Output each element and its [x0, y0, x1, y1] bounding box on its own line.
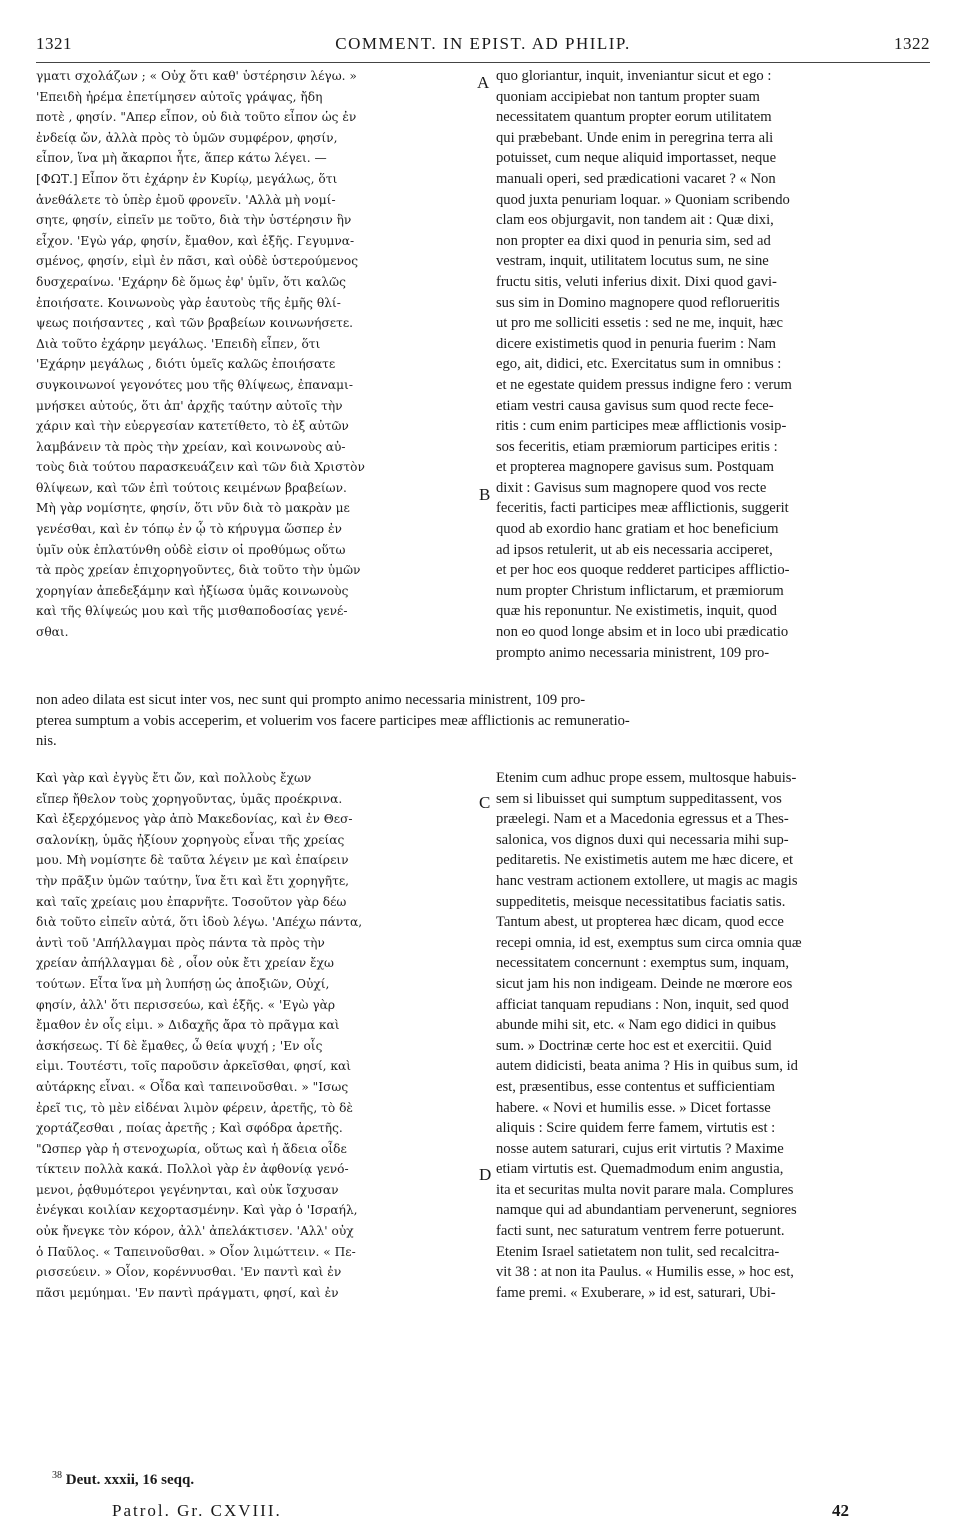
footnote-number: 38 [52, 1470, 62, 1481]
column-marker-c: C [479, 793, 491, 812]
footnote [52, 1470, 194, 1489]
footer-volume: Patrol. Gr. CXVIII. [112, 1501, 282, 1520]
running-header [36, 34, 930, 58]
running-title: COMMENT. IN EPIST. AD PHILIP. [335, 34, 631, 53]
column-marker-d: D [479, 1165, 492, 1184]
latin-column-1: quo gloriantur, inquit, inveniantur sicut et ego : quoniam accipiebat non tantum propter suam necessitatem quantum propter eorum utilitatem qui præbebant. Unde enim in peregrina terra ali potuisset, cum neque aliquid importasset, neque manuali operi, sed prædicationi vacaret ? « Non quod juxta penuriam loquar. » Quoniam scribendo clam eos objurgavit, non tandem ait : Quæ dixi, non propter ea dixi quod in penuria sim, sed ad vestram, inquit, utilitatem locutus sum, ne sine fructu sitis, veluti inferius dixit. Dixi quod gavi- sus sim in Domino magnopere quod reflorueritis ut pro me solliciti essetis : sed ne me, inquit, hæc dicere existimetis quod in penuria fuerim : Nam ego, ait, didici, etc. Exercitatus sum in omnibus : et ne egestate quidem pressus indigne fero : verum etiam vestri causa gavisus sum quod recte fece- ritis : cum enim participes meæ afflictionis vosip- sos feceritis, etiam præmiorum participes eritis : et propterea magnopere gavisus sum. Postquam dixit : Gavisus sum magnopere quod vos recte feceritis, facti participes meæ afflictionis, suggerit quod ab exordio hanc gratiam et hoc beneficium ad ipsos retulerit, ut ab eis necessaria acciperet, et per hoc eos quoque redderet participes afflictio- num propter Christum inflictarum, et præmiorum quæ his reponuntur. Ne existimetis, inquit, quod non eo quod longe absim et in loco ubi prædicatio prompto animo necessaria ministrent, 109 pro- [496, 68, 792, 661]
footer-signature: 42 [832, 1501, 849, 1520]
full-width-latin: non adeo dilata est sicut inter vos, nec sunt qui prompto animo necessaria ministrent, 109 pro- pterea sumptum a vobis acceperim, et voluerim vos facere participes meæ afflictionis ac remuneratio- nis. [36, 692, 630, 750]
greek-column-1: γματι σχολάζων ; « Οὐχ ὅτι καθ' ὑστέρησιν λέγω. » 'Επειδὴ ἠρέμα ἐπετίμησεν αὐτοῖς γράψας, ἤδη ποτὲ , φησίν. "Απερ εἶπον, οὐ διὰ τοῦτο εἶπον ὡς ἐν ἐνδείᾳ ὤν, ἀλλὰ πρὸς τὸ ὑμῶν συμφέρον, φησίν, εἶπον, ἵνα μὴ ἄκαρποι ἦτε, ἅπερ κάτω λέγει. — [ΦΩΤ.] Εἶπον ὅτι ἐχάρην ἐν Κυρίῳ, μεγάλως, ὅτι ἀνεθάλετε τὸ ὑπὲρ ἐμοῦ φρονεῖν. 'Αλλὰ μὴ νομί- σητε, φησίν, εἰπεῖν με τοῦτο, διὰ τὴν ὑστέρησιν ἣν εἶχον. 'Εγὼ γάρ, φησίν, ἔμαθον, καὶ ἑξῆς. Γεγυμνα- σμένος, φησίν, εἰμὶ ἐν πᾶσι, καὶ οὐδὲ ὑστερούμενος δυσχεραίνω. 'Εχάρην δὲ ὅμως ἐφ' ὑμῖν, ὅτι καλῶς ἐποιήσατε. Κοινωνοὺς γὰρ ἑαυτοὺς τῆς ἐμῆς θλί- ψεως ποιήσαντες , καὶ τῶν βραβείων κοινωνήσετε. Διὰ τοῦτο ἐχάρην μεγάλως. 'Επειδὴ εἶπεν, ὅτι 'Εχάρην μεγάλως , διότι ὑμεῖς καλῶς ἐποιήσατε συγκοινωνοί γεγονότες μου τῆς θλίψεως, ἐπαναμι- μνήσκει αὐτούς, ὅτι ἀπ' ἀρχῆς ταύτην αὐτοῖς τὴν χάριν καὶ τὴν εὐεργεσίαν κατετίθετο, τὸ ἐξ αὐτῶν λαμβάνειν τὰ πρὸς τὴν χρείαν, καὶ κοινωνοὺς αὐ- τοὺς διὰ τούτου παρασκευάζειν καὶ τῶν διὰ Χριστὸν θλίψεων, καὶ τῶν ἐπὶ τούτοις κειμένων βραβείων. Μὴ γὰρ νομίσητε, φησίν, ὅτι νῦν διὰ τὸ μακρὰν με γενέσθαι, καὶ ἐν τόπῳ ἐν ᾧ τὸ κήρυγμα ὥσπερ ἐν ὑμῖν οὐκ ἐπλατύνθη οὐδὲ εἰσιν οἱ προθύμως οὕτω τὰ πρὸς χρείαν ἐπιχορηγοῦντες, διὰ τοῦτο τὴν ὑμῶν χορηγίαν ἀπεδεξάμην καὶ ἠξίωσα ὑμᾶς κοινωνοὺς καὶ τῆς θλίψεώς μου καὶ τῆς μισθαποδοσίας γενέ- σθαι. [36, 69, 365, 640]
latin-column-2: Etenim cum adhuc prope essem, multosque habuis- sem si libuisset qui sumptum suppeditassent, vos præelegi. Nam et a Macedonia egressus et a Thes- salonica, vos dignos duxi qui necessaria mihi sup- peditaretis. Ne existimetis autem me hæc dicere, et hanc vestram actionem extollere, ut magis ac magis suppeditetis, meisque necessitatibus faciatis satis. Tantum abest, ut propterea hæc dicam, quod ecce recepi omnia, id est, exemptus sum circa omnia quæ necessitatem concernunt : exemptus sum, inquam, sicut jam his non indigeam. Deinde ne mœrore eos afficiat tanquam repudians : Non, inquit, sed quod abunde mihi sit, etc. « Nam ego didici in quibus sum. » Doctrinæ certe hoc est et exercitii. Quid autem didicisti, beata anima ? His in quibus sum, id est, præsentibus, esse contentus et sufficientiam habere. « Novi et humilis esse. » Dicet fortasse aliquis : Scire quidem ferre famem, virtutis est : nosse autem saturari, cujus erit virtutis ? Maxime etiam virtutis est. Quemadmodum enim angustia, ita et securitas multa novit parare mala. Complures namque qui ad abundantiam pervenerunt, segniores facti sunt, nec saturatum ventrem ferre potuerunt. Etenim Israel satietatem non tulit, sed recalcitra- vit 38 : at non ita Paulus. « Humilis esse, » hoc est, fame premi. « Exuberare, » id est, saturari, Ubi- [496, 770, 802, 1301]
right-page-number: 1322 [894, 34, 930, 53]
left-page-number: 1321 [36, 34, 72, 53]
column-marker-b: B [479, 485, 491, 504]
footnote-text: Deut. xxxii, 16 seqq. [65, 1472, 195, 1488]
header-rule [36, 62, 930, 63]
greek-column-2: Καὶ γὰρ καὶ ἐγγὺς ἔτι ὤν, καὶ πολλοὺς ἔχων εἴπερ ἤθελον τοὺς χορηγοῦντας, ὑμᾶς προέκρινα. Καὶ ἐξερχόμενος γὰρ ἀπὸ Μακεδονίας, καὶ ἐν Θεσ- σαλονίκῃ, ὑμᾶς ἠξίουν χορηγοὺς εἶναι τῆς χρείας μου. Μὴ νομίσητε δὲ ταῦτα λέγειν με καὶ ἐπαίρειν τὴν πρᾶξιν ὑμῶν ταύτην, ἵνα ἔτι καὶ ἔτι χορηγῆτε, καὶ ταῖς χρείαις μου ἐπαρνῆτε. Τοσοῦτον γὰρ δέω διὰ τοῦτο εἰπεῖν αὐτά, ὅτι ἰδοὺ λέγω. 'Απέχω πάντα, ἀντὶ τοῦ 'Απήλλαγμαι πρὸς πάντα τὰ πρὸς τὴν χρείαν ἀπήλλαγμαι δὲ , οἷον οὐκ ἔτι χρείαν ἔχω τούτων. Εἶτα ἵνα μὴ λυπήσῃ ὡς ἀποξιῶν, Οὐχί, φησίν, ἀλλ' ὅτι περισσεύω, καὶ ἑξῆς. « 'Εγὼ γὰρ ἔμαθον ἐν οἷς εἰμι. » Διδαχῆς ἄρα τὸ πρᾶγμα καὶ ἀσκήσεως. Τί δὲ ἔμαθες, ὦ θεία ψυχή ; 'Εν οἷς εἰμι. Τουτέστι, τοῖς παροῦσιν ἀρκεῖσθαι, φησί, καὶ αὐτάρκης εἶναι. « Οἶδα καὶ ταπεινοῦσθαι. » "Ισως ἐρεῖ τις, τὸ μὲν εἰδέναι λιμὸν φέρειν, ἀρετῆς, τὸ δὲ χορτάζεσθαι , ποίας ἀρετῆς ; Καὶ σφόδρα ἀρετῆς. "Ωσπερ γὰρ ἡ στενοχωρία, οὕτως καὶ ἡ ἄδεια οἶδε τίκτειν πολλὰ κακά. Πολλοὶ γὰρ ἐν ἀφθονίᾳ γενό- μενοι, ῥᾳθυμότεροι γεγένηνται, καὶ οὐκ ἴσχυσαν ἐνέγκαι κοιλίαν κεχορτασμένην. Καὶ γὰρ ὁ 'Ισραήλ, οὐκ ἤνεγκε τὸν κόρον, ἀλλ' ἀπελάκτισεν. 'Αλλ' οὐχ ὁ Παῦλος. « Ταπεινοῦσθαι. » Οἷον λιμώττειν. « Πε- ρισσεύειν. » Οἷον, κορέννυσθαι. 'Εν παντὶ καὶ ἐν πᾶσι μεμύημαι. 'Εν παντὶ πράγματι, φησί, καὶ ἐν [36, 771, 363, 1300]
column-marker-a: A [477, 73, 490, 92]
